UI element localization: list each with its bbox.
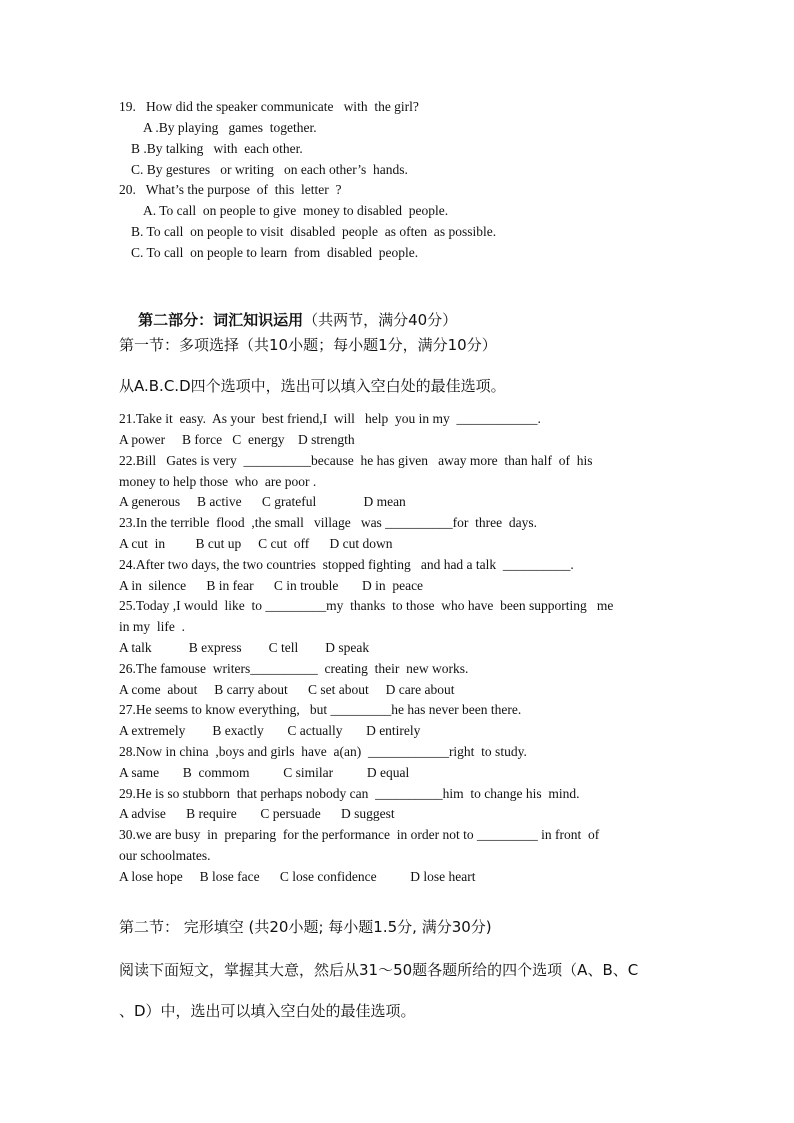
question-25-stem: 25.Today ,I would like to _________my thanks to those who have been supporting me: [119, 598, 614, 613]
question-20-stem: 20. What’s the purpose of this letter ?: [119, 182, 342, 197]
question-24-stem: 24.After two days, the two countries stopped fighting and had a talk __________.: [119, 557, 574, 572]
section2-title: 第二节： 完形填空 (共20小题; 每小题1.5分, 满分30分): [119, 918, 492, 936]
question-19-option-b: B .By talking with each other.: [131, 141, 303, 156]
question-20-option-c: C. To call on people to learn from disabled people.: [131, 245, 419, 260]
question-27-stem: 27.He seems to know everything, but _________he has never been there.: [119, 702, 522, 717]
question-19-option-c: C. By gestures or writing on each other’s hands.: [131, 162, 408, 177]
question-30-stem: 30.we are busy in preparing for the performance in order not to _________ in front of: [119, 827, 600, 842]
question-21-stem: 21.Take it easy. As your best friend,I will help you in my ____________.: [119, 411, 541, 426]
question-30-options: A lose hope B lose face C lose confidence D lose heart: [119, 869, 476, 884]
question-19-option-a: A .By playing games together.: [143, 120, 317, 135]
question-22-options: A generous B active C grateful D mean: [119, 494, 406, 509]
cloze-instruction-line2: 、D）中，选出可以填入空白处的最佳选项。: [119, 1002, 416, 1020]
question-20-option-a: A. To call on people to give money to disabled people.: [143, 203, 449, 218]
question-19-stem: 19. How did the speaker communicate with the girl?: [119, 99, 419, 114]
question-24-options: A in silence B in fear C in trouble D in peace: [119, 578, 424, 593]
question-28-options: A same B commom C similar D equal: [119, 765, 410, 780]
question-30-stem-cont: our schoolmates.: [119, 848, 211, 863]
question-20-option-b: B. To call on people to visit disabled people as often as possible.: [131, 224, 497, 239]
question-23-options: A cut in B cut up C cut off D cut down: [119, 536, 393, 551]
section1-instruction: 从A.B.C.D四个选项中，选出可以填入空白处的最佳选项。: [119, 377, 506, 395]
question-26-options: A come about B carry about C set about D care about: [119, 682, 455, 697]
question-22-stem-cont: money to help those who are poor .: [119, 474, 317, 489]
question-27-options: A extremely B exactly C actually D entirely: [119, 723, 421, 738]
question-29-options: A advise B require C persuade D suggest: [119, 806, 395, 821]
question-26-stem: 26.The famouse writers__________ creating their new works.: [119, 661, 469, 676]
question-23-stem: 23.In the terrible flood ,the small village was __________for three days.: [119, 515, 538, 530]
part2-heading-bold: 第二部分：词汇知识运用: [138, 311, 304, 329]
cloze-instruction-line1: 阅读下面短文，掌握其大意，然后从31～50题各题所给的四个选项（A、B、C: [119, 961, 639, 979]
question-25-stem-cont: in my life .: [119, 619, 185, 634]
part2-heading-rest: （共两节，满分40分）: [303, 311, 458, 329]
question-21-options: A power B force C energy D strength: [119, 432, 355, 447]
question-28-stem: 28.Now in china ,boys and girls have a(an) ____________right to study.: [119, 744, 527, 759]
question-22-stem: 22.Bill Gates is very __________because he has given away more than half of his: [119, 453, 593, 468]
section1-title: 第一节：多项选择（共10小题；每小题1分，满分10分）: [119, 336, 497, 354]
question-25-options: A talk B express C tell D speak: [119, 640, 370, 655]
question-29-stem: 29.He is so stubborn that perhaps nobody can __________him to change his mind.: [119, 786, 580, 801]
